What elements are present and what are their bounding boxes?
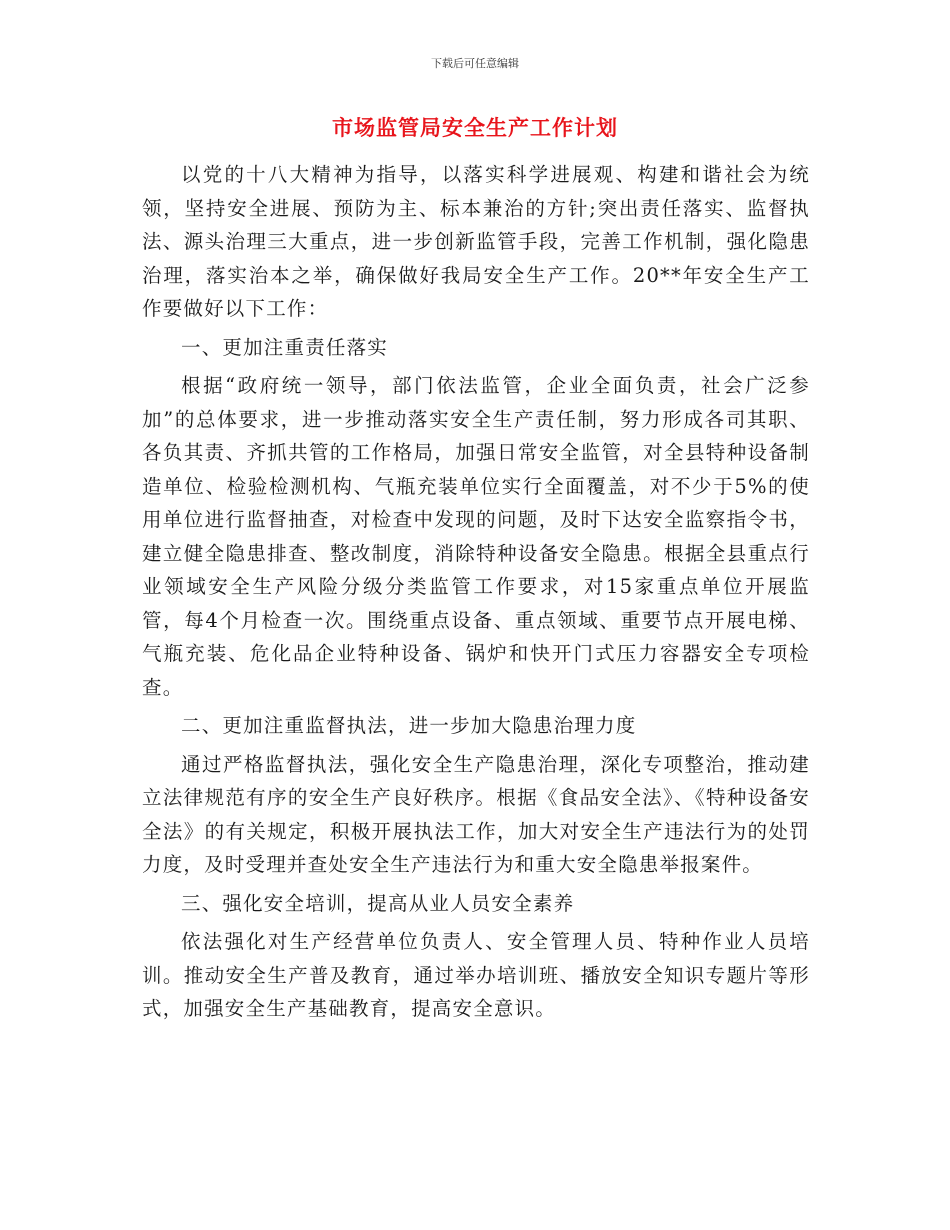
header-note: 下载后可任意编辑 <box>431 57 519 70</box>
section-heading-1: 一、更加注重责任落实 <box>181 335 389 359</box>
document-title: 市场监管局安全生产工作计划 <box>332 116 618 140</box>
document-body <box>142 158 810 1026</box>
intro-paragraph: 以党的十八大精神为指导，以落实科学进展观、构建和谐社会为统领，坚持安全进展、预防为主、标本兼治的方针;突出责任落实、监督执法、源头治理三大重点，进一步创新监管手段，完善工作机制，强化隐患治理，落实治本之举，确保做好我局安全生产工作。20**年安全生产工作要做好以下工作： <box>142 163 810 320</box>
section-body-1: 根据“政府统一领导，部门依法监管，企业全面负责，社会广泛参加”的总体要求，进一步推动落实安全生产责任制，努力形成各司其职、各负其责、齐抓共管的工作格局，加强日常安全监管，对全县特种设备制造单位、检验检测机构、气瓶充装单位实行全面覆盖，对不少于5%的使用单位进行监督抽查，对检查中发现的问题，及时下达安全监察指令书，建立健全隐患排查、整改制度，消除特种设备安全隐患。根据全县重点行业领域安全生产风险分级分类监管工作要求，对15家重点单位开展监管，每4个月检查一次。围绕重点设备、重点领域、重要节点开展电梯、气瓶充装、危化品企业特种设备、锅炉和快开门式压力容器安全专项检查。 <box>142 374 810 699</box>
section-heading-2: 二、更加注重监督执法，进一步加大隐患治理力度 <box>181 714 637 737</box>
section-heading-3: 三、强化安全培训，提高从业人员安全素养 <box>181 891 575 915</box>
section-body-2: 通过严格监督执法，强化安全生产隐患治理，深化专项整治，推动建立法律规范有序的安全生产良好秩序。根据《食品安全法》、《特种设备安全法》的有关规定，积极开展执法工作，加大对安全生产违法行为的处罚力度，及时受理并查处安全生产违法行为和重大安全隐患举报案件。 <box>142 752 810 876</box>
section-body-3: 依法强化对生产经营单位负责人、安全管理人员、特种作业人员培训。推动安全生产普及教育，通过举办培训班、播放安全知识专题片等形式，加强安全生产基础教育，提高安全意识。 <box>142 930 810 1020</box>
